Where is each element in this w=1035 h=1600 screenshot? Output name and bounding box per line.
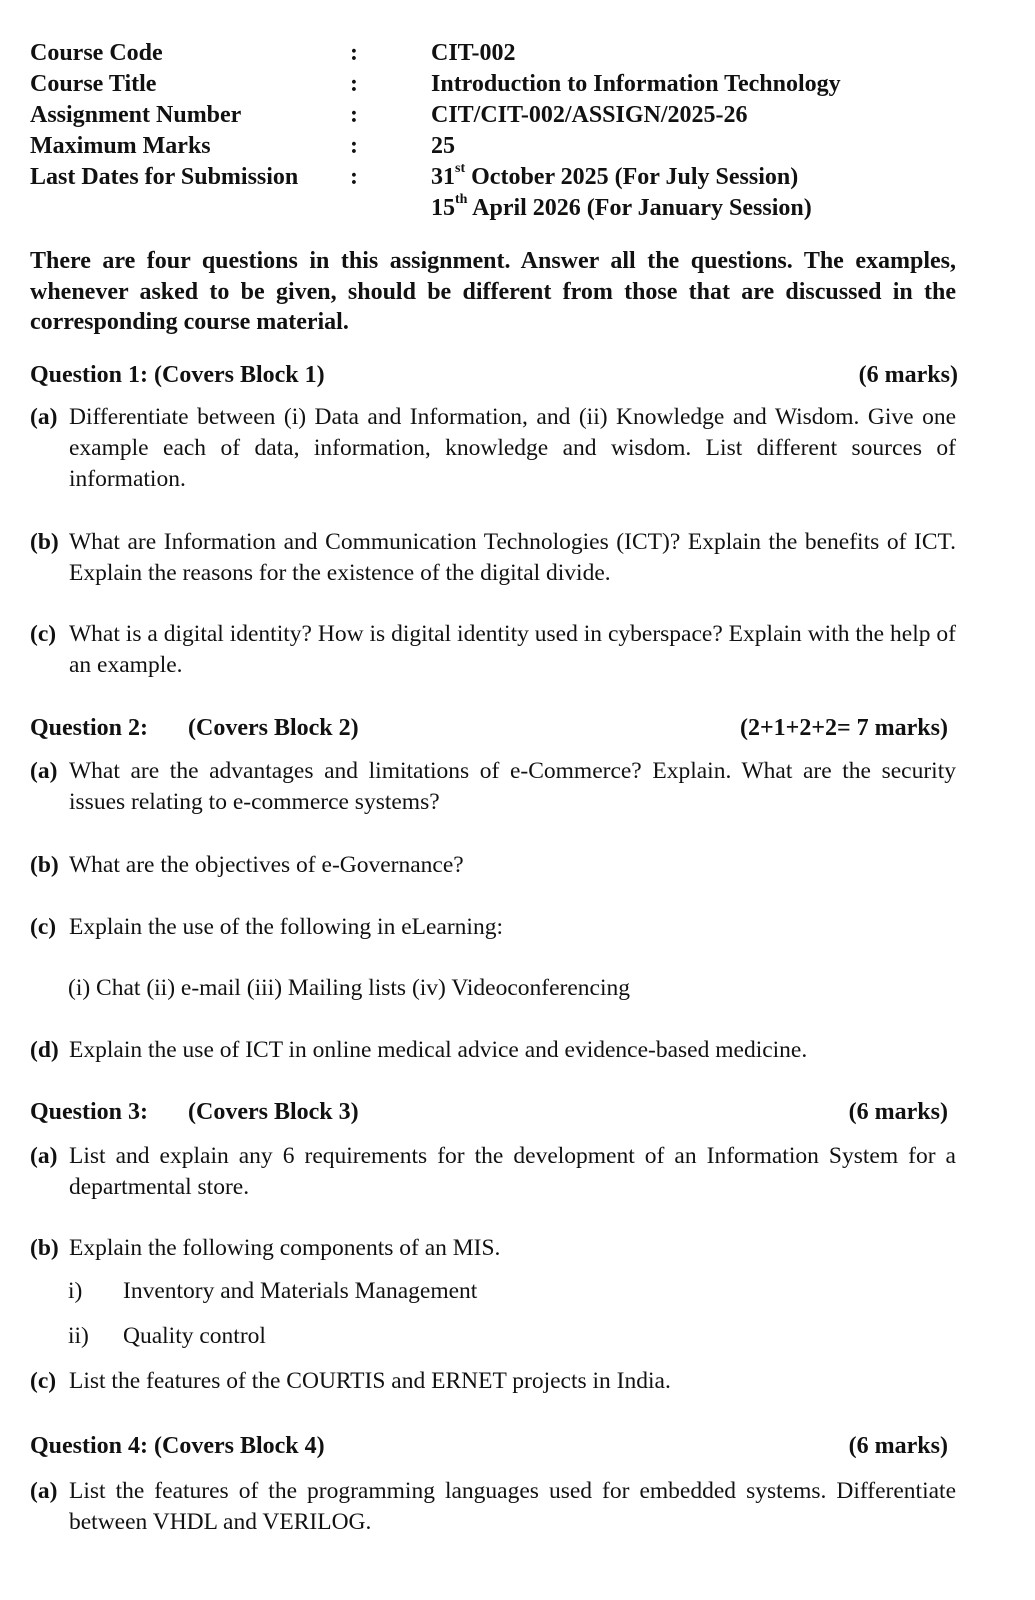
question-3-heading [30,1097,948,1127]
assignment-number-label: Assignment Number [30,102,242,128]
assignment-number-value: CIT/CIT-002/ASSIGN/2025-26 [431,102,748,128]
colon: : [350,164,358,190]
part-label: (a) [30,758,58,784]
question-1-marks: (6 marks) [858,362,958,388]
july-session-date: 31st October 2025 (For July Session) [431,161,799,190]
part-label: (b) [30,1235,59,1261]
question-1-heading [30,360,958,390]
course-title-label: Course Title [30,71,157,97]
colon: : [350,102,358,128]
part-text: List and explain any 6 requirements for the development of an Information System for a departmental store. [69,1143,956,1200]
question-1-part-b [30,527,956,589]
question-4-title: Question 4: (Covers Block 4) [30,1433,325,1459]
part-text: Explain the use of ICT in online medical advice and evidence-based medicine. [69,1037,808,1063]
question-1-part-c [30,619,956,681]
part-text: What are Information and Communication Technologies (ICT)? Explain the benefits of ICT. Explain the reasons for the existence of the digital divide. [69,529,956,586]
question-2-block: (Covers Block 2) [188,715,359,741]
part-label: (b) [30,852,59,878]
course-title-value: Introduction to Information Technology [431,71,841,97]
component-text: Quality control [123,1323,266,1349]
question-3-block: (Covers Block 3) [188,1099,359,1125]
part-label: (a) [30,1478,58,1504]
part-label: (a) [30,1143,58,1169]
maximum-marks-value: 25 [431,133,455,159]
january-session-date: 15th April 2026 (For January Session) [431,192,812,221]
question-3-part-c [30,1366,956,1397]
question-3-part-a [30,1141,956,1203]
question-4-heading [30,1431,948,1461]
mis-component-1 [68,1276,477,1307]
maximum-marks-label: Maximum Marks [30,133,211,159]
question-3-marks: (6 marks) [848,1099,948,1125]
part-text: List the features of the programming languages used for embedded systems. Differentiate between VHDL and VERILOG. [69,1478,956,1535]
question-2-part-d [30,1035,956,1066]
course-code-value: CIT-002 [431,40,516,66]
question-2-heading [30,713,948,743]
part-label: (c) [30,621,57,647]
submission-date-label: Last Dates for Submission [30,164,299,190]
question-2-part-a [30,756,956,818]
elearning-tools-list: (i) Chat (ii) e-mail (iii) Mailing lists (iv) Videoconferencing [68,975,631,1001]
colon: : [350,71,358,97]
part-text: Explain the following components of an MIS. [69,1235,501,1261]
part-text: Explain the use of the following in eLearning: [69,914,503,940]
part-text: What are the advantages and limitations of e-Commerce? Explain. What are the security issues relating to e-commerce systems? [69,758,956,815]
part-label: (d) [30,1037,59,1063]
question-1-title: Question 1: (Covers Block 1) [30,362,325,388]
question-2-title: Question 2: [30,715,149,741]
course-code-label: Course Code [30,40,163,66]
question-2-marks: (2+1+2+2= 7 marks) [739,715,948,741]
question-3-part-b [30,1233,956,1264]
question-4-part-a [30,1476,956,1538]
part-label: (a) [30,404,58,430]
question-2-part-b [30,850,956,881]
part-text: What are the objectives of e-Governance? [69,852,464,878]
question-2-part-c [30,912,956,943]
part-label: (b) [30,529,59,555]
part-label: (c) [30,1368,57,1394]
part-text: Differentiate between (i) Data and Information, and (ii) Knowledge and Wisdom. Give one example each of data, information, knowledge and wisdom. List different sources of information. [69,404,956,492]
mis-component-2 [68,1321,266,1352]
question-4-marks: (6 marks) [848,1433,948,1459]
part-label: (c) [30,914,57,940]
colon: : [350,133,358,159]
instructions-paragraph: There are four questions in this assignment. Answer all the questions. The examples, whenever asked to be given, should be different from those that are discussed in the corresponding course material. [30,248,956,335]
question-3-title: Question 3: [30,1099,149,1125]
roman-numeral: ii) [68,1323,89,1349]
part-text: What is a digital identity? How is digital identity used in cyberspace? Explain with the help of an example. [69,621,956,678]
roman-numeral: i) [68,1278,83,1304]
component-text: Inventory and Materials Management [123,1278,478,1304]
part-text: List the features of the COURTIS and ERNET projects in India. [69,1368,671,1394]
question-1-part-a [30,402,956,495]
colon: : [350,40,358,66]
